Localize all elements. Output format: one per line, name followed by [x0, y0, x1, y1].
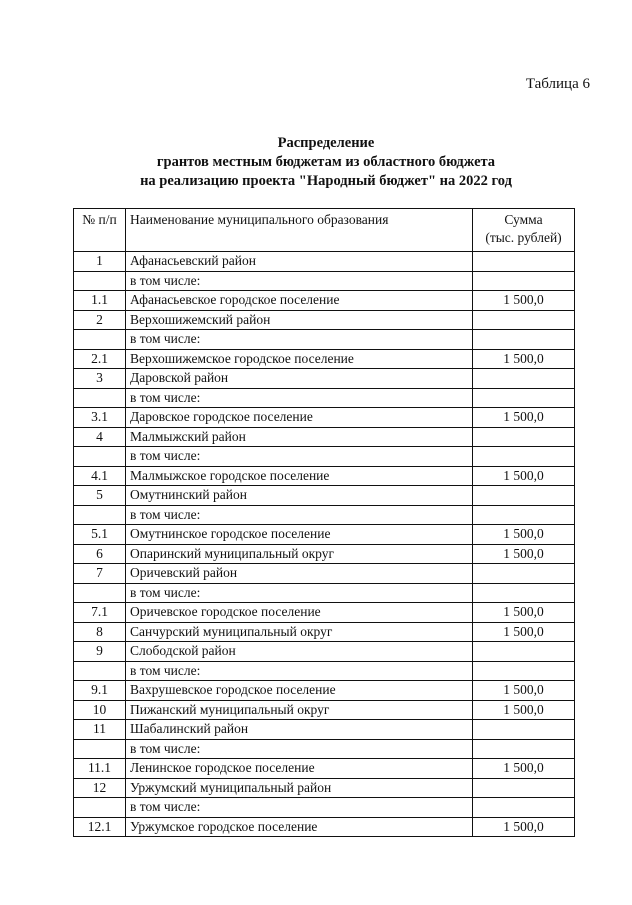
row-name: Даровское городское поселение — [126, 408, 473, 428]
row-sum — [473, 642, 575, 662]
row-name: Верхошижемское городское поселение — [126, 349, 473, 369]
row-sum: 1 500,0 — [473, 544, 575, 564]
table-number-label: Таблица 6 — [525, 76, 590, 92]
row-name: в том числе: — [126, 447, 473, 467]
table-row — [74, 447, 575, 467]
row-number: 5.1 — [74, 525, 126, 545]
row-sum — [473, 369, 575, 389]
row-number: 9.1 — [74, 681, 126, 701]
row-number: 9 — [74, 642, 126, 662]
table-row — [74, 798, 575, 818]
row-number — [74, 330, 126, 350]
row-number: 12 — [74, 778, 126, 798]
row-number: 11 — [74, 720, 126, 740]
header-row — [74, 209, 575, 252]
row-sum: 1 500,0 — [473, 525, 575, 545]
row-name: Уржумское городское поселение — [126, 817, 473, 837]
row-name: Шабалинский район — [126, 720, 473, 740]
table-row — [74, 700, 575, 720]
row-number: 10 — [74, 700, 126, 720]
row-sum: 1 500,0 — [473, 817, 575, 837]
table-row — [74, 408, 575, 428]
row-name: Малмыжский район — [126, 427, 473, 447]
row-name: в том числе: — [126, 505, 473, 525]
row-number: 4.1 — [74, 466, 126, 486]
row-name: в том числе: — [126, 388, 473, 408]
table-row — [74, 759, 575, 779]
table-body — [74, 252, 575, 837]
row-sum: 1 500,0 — [473, 681, 575, 701]
row-sum: 1 500,0 — [473, 349, 575, 369]
row-number — [74, 388, 126, 408]
row-sum — [473, 447, 575, 467]
row-number — [74, 505, 126, 525]
row-number: 7.1 — [74, 603, 126, 623]
row-name: Верхошижемский район — [126, 310, 473, 330]
row-number: 3.1 — [74, 408, 126, 428]
table-row — [74, 778, 575, 798]
table-row — [74, 564, 575, 584]
row-number: 7 — [74, 564, 126, 584]
title-line-2: грантов местным бюджетам из областного бюджета — [156, 154, 496, 170]
table-row — [74, 427, 575, 447]
table-row — [74, 622, 575, 642]
row-name: Оричевский район — [126, 564, 473, 584]
row-number: 6 — [74, 544, 126, 564]
table-row — [74, 330, 575, 350]
row-name: Омутнинский район — [126, 486, 473, 506]
row-sum — [473, 310, 575, 330]
row-number: 2 — [74, 310, 126, 330]
row-name: в том числе: — [126, 739, 473, 759]
table-row — [74, 271, 575, 291]
table-row — [74, 603, 575, 623]
table-row — [74, 739, 575, 759]
row-name: Оричевское городское поселение — [126, 603, 473, 623]
row-number: 8 — [74, 622, 126, 642]
header-sum-line-1: Сумма — [504, 212, 543, 227]
row-sum: 1 500,0 — [473, 466, 575, 486]
row-sum — [473, 798, 575, 818]
row-sum — [473, 583, 575, 603]
row-name: Омутнинское городское поселение — [126, 525, 473, 545]
row-number: 1 — [74, 252, 126, 272]
row-number: 2.1 — [74, 349, 126, 369]
table-row — [74, 661, 575, 681]
table-row — [74, 544, 575, 564]
row-sum: 1 500,0 — [473, 700, 575, 720]
row-sum — [473, 252, 575, 272]
row-sum: 1 500,0 — [473, 291, 575, 311]
row-sum — [473, 486, 575, 506]
row-sum: 1 500,0 — [473, 408, 575, 428]
row-sum — [473, 720, 575, 740]
row-number — [74, 583, 126, 603]
table-row — [74, 466, 575, 486]
row-number: 5 — [74, 486, 126, 506]
row-name: Слободской район — [126, 642, 473, 662]
row-sum — [473, 739, 575, 759]
row-sum — [473, 661, 575, 681]
row-name: в том числе: — [126, 798, 473, 818]
table-row — [74, 388, 575, 408]
row-name: Малмыжское городское поселение — [126, 466, 473, 486]
row-name: Афанасьевское городское поселение — [126, 291, 473, 311]
row-number: 1.1 — [74, 291, 126, 311]
title-line-3: на реализацию проекта "Народный бюджет" на 2022 год — [140, 173, 512, 189]
row-sum — [473, 505, 575, 525]
row-name: Вахрушевское городское поселение — [126, 681, 473, 701]
row-number — [74, 798, 126, 818]
document-title — [0, 134, 632, 191]
table-row — [74, 525, 575, 545]
table-row — [74, 252, 575, 272]
table-row — [74, 642, 575, 662]
row-name: в том числе: — [126, 661, 473, 681]
row-name: в том числе: — [126, 271, 473, 291]
row-sum — [473, 271, 575, 291]
row-sum: 1 500,0 — [473, 622, 575, 642]
row-number — [74, 447, 126, 467]
row-sum — [473, 778, 575, 798]
header-name: Наименование муниципального образования — [126, 209, 473, 252]
row-number: 4 — [74, 427, 126, 447]
row-number — [74, 661, 126, 681]
row-name: в том числе: — [126, 583, 473, 603]
table-row — [74, 349, 575, 369]
table-row — [74, 817, 575, 837]
row-number — [74, 271, 126, 291]
row-number: 11.1 — [74, 759, 126, 779]
header-num: № п/п — [74, 209, 126, 252]
table-row — [74, 583, 575, 603]
table-row — [74, 720, 575, 740]
row-sum — [473, 388, 575, 408]
row-sum — [473, 564, 575, 584]
table-row — [74, 681, 575, 701]
row-name: Опаринский муниципальный округ — [126, 544, 473, 564]
row-name: Даровской район — [126, 369, 473, 389]
table-row — [74, 486, 575, 506]
table-row — [74, 291, 575, 311]
row-name: Санчурский муниципальный округ — [126, 622, 473, 642]
row-sum — [473, 330, 575, 350]
table-row — [74, 369, 575, 389]
row-number: 3 — [74, 369, 126, 389]
row-sum — [473, 427, 575, 447]
table-row — [74, 505, 575, 525]
grants-table — [73, 208, 575, 837]
row-number — [74, 739, 126, 759]
table-row — [74, 310, 575, 330]
row-sum: 1 500,0 — [473, 603, 575, 623]
header-sum — [473, 209, 575, 252]
row-name: Уржумский муниципальный район — [126, 778, 473, 798]
row-sum: 1 500,0 — [473, 759, 575, 779]
row-number: 12.1 — [74, 817, 126, 837]
row-name: Пижанский муниципальный округ — [126, 700, 473, 720]
row-name: Ленинское городское поселение — [126, 759, 473, 779]
row-name: Афанасьевский район — [126, 252, 473, 272]
header-sum-line-2: (тыс. рублей) — [485, 230, 562, 245]
row-name: в том числе: — [126, 330, 473, 350]
title-line-1: Распределение — [277, 135, 375, 151]
